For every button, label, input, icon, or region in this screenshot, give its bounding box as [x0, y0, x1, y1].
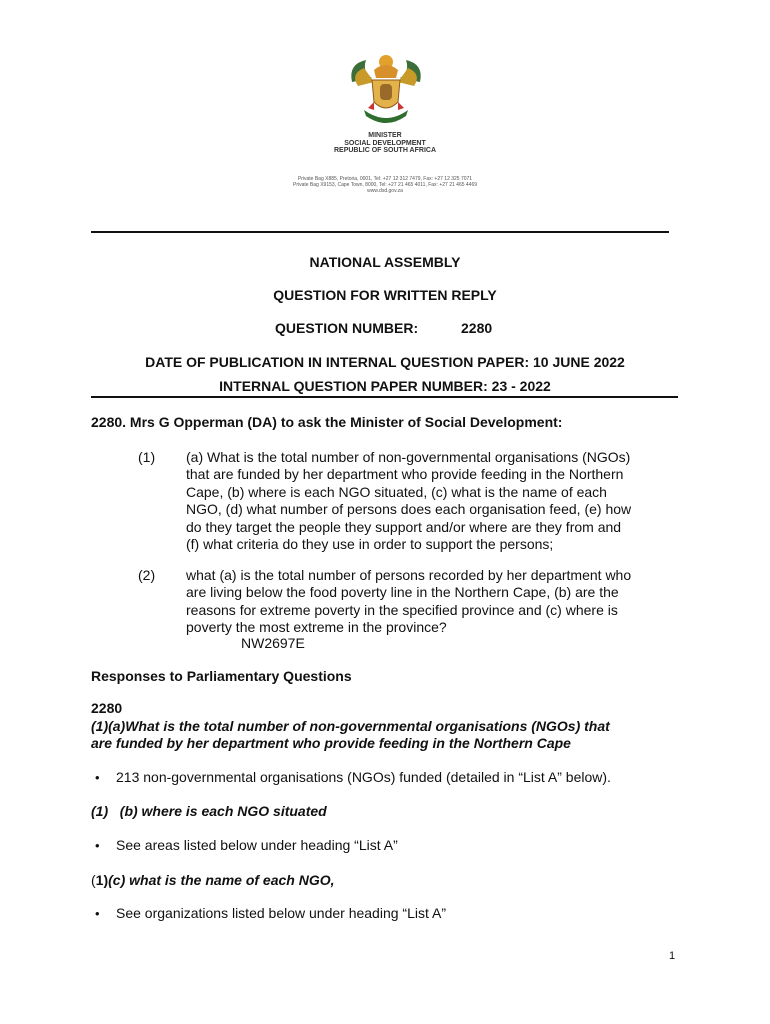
address-line: Private Bag X885, Pretoria, 0001, Tel: +27 12 312 7479, Fax: +27 12 325 7071 — [297, 176, 473, 182]
letterhead-line: SOCIAL DEVELOPMENT — [344, 139, 426, 147]
question-item-text — [186, 449, 674, 553]
assembly-title: NATIONAL ASSEMBLY — [309, 254, 461, 270]
response-question-1c — [91, 872, 335, 889]
question-item-number: (2) — [138, 567, 156, 583]
q1c-number: 1) — [95, 872, 109, 888]
header-divider — [91, 231, 669, 233]
answer-1b: See areas listed below under heading “List A” — [116, 837, 398, 853]
letterhead-line: MINISTER — [368, 132, 402, 139]
question-number-label: QUESTION NUMBER: — [275, 320, 419, 336]
question-line: NGO, (d) what number of persons does each organisation feed, (e) how — [186, 501, 632, 518]
question-paper-number: INTERNAL QUESTION PAPER NUMBER: 23 - 2022 — [219, 378, 551, 394]
address-line: www.dsd.gov.za — [367, 188, 403, 194]
q1c-text: (c) what is the name of each NGO, — [108, 872, 335, 888]
question-item-text — [186, 567, 674, 637]
question-reference: NW2697E — [241, 635, 305, 651]
response-question-1b: (1) (b) where is each NGO situated — [91, 803, 327, 819]
reply-type-title: QUESTION FOR WRITTEN REPLY — [273, 287, 497, 303]
answer-1c: See organizations listed below under heading “List A” — [116, 905, 446, 921]
question-intro: 2280. Mrs G Opperman (DA) to ask the Minister of Social Development: — [91, 414, 563, 430]
question-line: (f) what criteria do they use in order to support the persons; — [186, 536, 554, 553]
question-line: that are funded by her department who provide feeding in the Northern — [186, 466, 624, 483]
question-line: reasons for extreme poverty in the specified province and (c) where is — [186, 601, 618, 618]
address-line: Private Bag X9153, Cape Town, 8000, Tel: +27 21 465 4011, Fax: +27 21 465 4469 — [292, 182, 478, 188]
question-line: do they target the people they support and/or where are they from and — [186, 518, 622, 535]
bullet-symbol: • — [95, 838, 100, 853]
question-line: poverty the most extreme in the province? — [186, 619, 447, 636]
question-number-value: 2280 — [461, 320, 493, 336]
q1c-prefix: ( — [91, 872, 96, 888]
answer-1a: 213 non-governmental organisations (NGOs) funded (detailed in “List A” below). — [116, 769, 611, 785]
letterhead-title — [0, 132, 770, 155]
section-divider — [91, 396, 678, 398]
bullet-symbol: • — [95, 770, 100, 785]
response-question-line: are funded by her department who provide feeding in the Northern Cape — [91, 735, 571, 752]
coat-of-arms-logo — [344, 52, 428, 128]
response-question-line: (1)(a)What is the total number of non-governmental organisations (NGOs) that — [91, 718, 610, 734]
responses-heading: Responses to Parliamentary Questions — [91, 668, 352, 684]
question-line: Cape, (b) where is each NGO situated, (c) what is the name of each — [186, 483, 607, 500]
letterhead-line: REPUBLIC OF SOUTH AFRICA — [333, 147, 437, 154]
publication-date: DATE OF PUBLICATION IN INTERNAL QUESTION PAPER: 10 JUNE 2022 — [145, 354, 625, 370]
question-item-number: (1) — [138, 449, 156, 465]
bullet-symbol: • — [95, 906, 100, 921]
letterhead-address — [0, 176, 770, 194]
page-number: 1 — [669, 950, 676, 962]
question-line: what (a) is the total number of persons recorded by her department who — [186, 567, 632, 583]
question-line: are living below the food poverty line in the Northern Cape, (b) are the — [186, 584, 619, 601]
response-question-1a — [91, 718, 610, 753]
question-line: (a) What is the total number of non-governmental organisations (NGOs) — [186, 449, 631, 465]
response-number: 2280 — [91, 700, 123, 716]
